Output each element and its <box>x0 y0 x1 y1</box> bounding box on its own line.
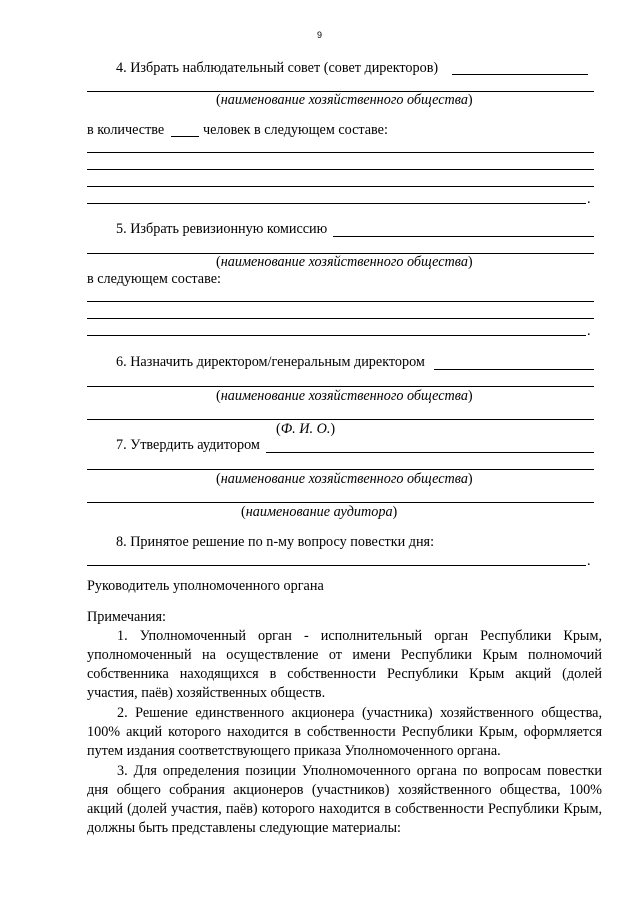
item5-member-line-3[interactable] <box>87 335 586 336</box>
item5-company-caption: (наименование хозяйственного общества) <box>216 254 473 270</box>
item4-count-prefix: в количестве <box>87 122 165 138</box>
item8-text: 8. Принятое решение по n-му вопросу повестки дня: <box>116 534 435 550</box>
item5-member-line-1[interactable] <box>87 301 594 302</box>
item7-auditor-caption: (наименование аудитора) <box>241 504 398 520</box>
signature-label: Руководитель уполномоченного органа <box>87 578 324 594</box>
item6-company-line[interactable] <box>87 386 594 387</box>
item5-end-dot: . <box>587 323 591 339</box>
item7-company-caption: (наименование хозяйственного общества) <box>216 471 473 487</box>
note-2: 2. Решение единственного акционера (участника) хозяйственного общества, 100% акций которого находится в собственности Республики Крым, оформляется путем издания соответствующего приказа Уполномоченного органа. <box>87 705 602 759</box>
item4-text: 4. Избрать наблюдательный совет (совет директоров) <box>116 60 439 76</box>
item5-member-line-2[interactable] <box>87 318 594 319</box>
item4-company-caption: (наименование хозяйственного общества) <box>216 92 473 108</box>
item7-fill-line[interactable] <box>266 452 594 453</box>
item6-fill-line[interactable] <box>434 369 594 370</box>
item6-fio-line[interactable] <box>87 419 594 420</box>
item4-fill-line[interactable] <box>452 74 588 75</box>
item4-member-line-2[interactable] <box>87 169 594 170</box>
item8-decision-line[interactable] <box>87 565 586 566</box>
item4-count-suffix: человек в следующем составе: <box>203 122 388 138</box>
item4-member-line-1[interactable] <box>87 152 594 153</box>
item6-fio-caption: (Ф. И. О.) <box>276 421 336 437</box>
note-3: 3. Для определения позиции Уполномоченного органа по вопросам повестки дня общего собрания акционеров (участников) хозяйственного общества, 100% акций (долей участия, паёв) которого находится в собственности Республики Крым, должны быть представлены следующие материалы: <box>87 763 602 836</box>
notes-title: Примечания: <box>87 609 166 625</box>
item7-auditor-line[interactable] <box>87 502 594 503</box>
item7-text: 7. Утвердить аудитором <box>116 437 260 453</box>
item4-member-line-4[interactable] <box>87 203 586 204</box>
item8-end-dot: . <box>587 553 591 569</box>
item6-text: 6. Назначить директором/генеральным директором <box>116 354 425 370</box>
item4-member-line-3[interactable] <box>87 186 594 187</box>
item4-end-dot: . <box>587 191 591 207</box>
page-number: 9 <box>316 30 322 40</box>
item5-composition-label: в следующем составе: <box>87 271 221 287</box>
item4-count-blank[interactable] <box>171 136 199 137</box>
item5-fill-line[interactable] <box>333 236 594 237</box>
item7-company-line[interactable] <box>87 469 594 470</box>
item5-text: 5. Избрать ревизионную комиссию <box>116 221 328 237</box>
item6-company-caption: (наименование хозяйственного общества) <box>216 388 473 404</box>
note-1: 1. Уполномоченный орган - исполнительный орган Республики Крым, уполномоченный на осуществление от имени Республики Крым полномочий собственника находящихся в собственности Республики Крым акций (долей участия, паёв) хозяйственных обществ. <box>87 628 602 701</box>
